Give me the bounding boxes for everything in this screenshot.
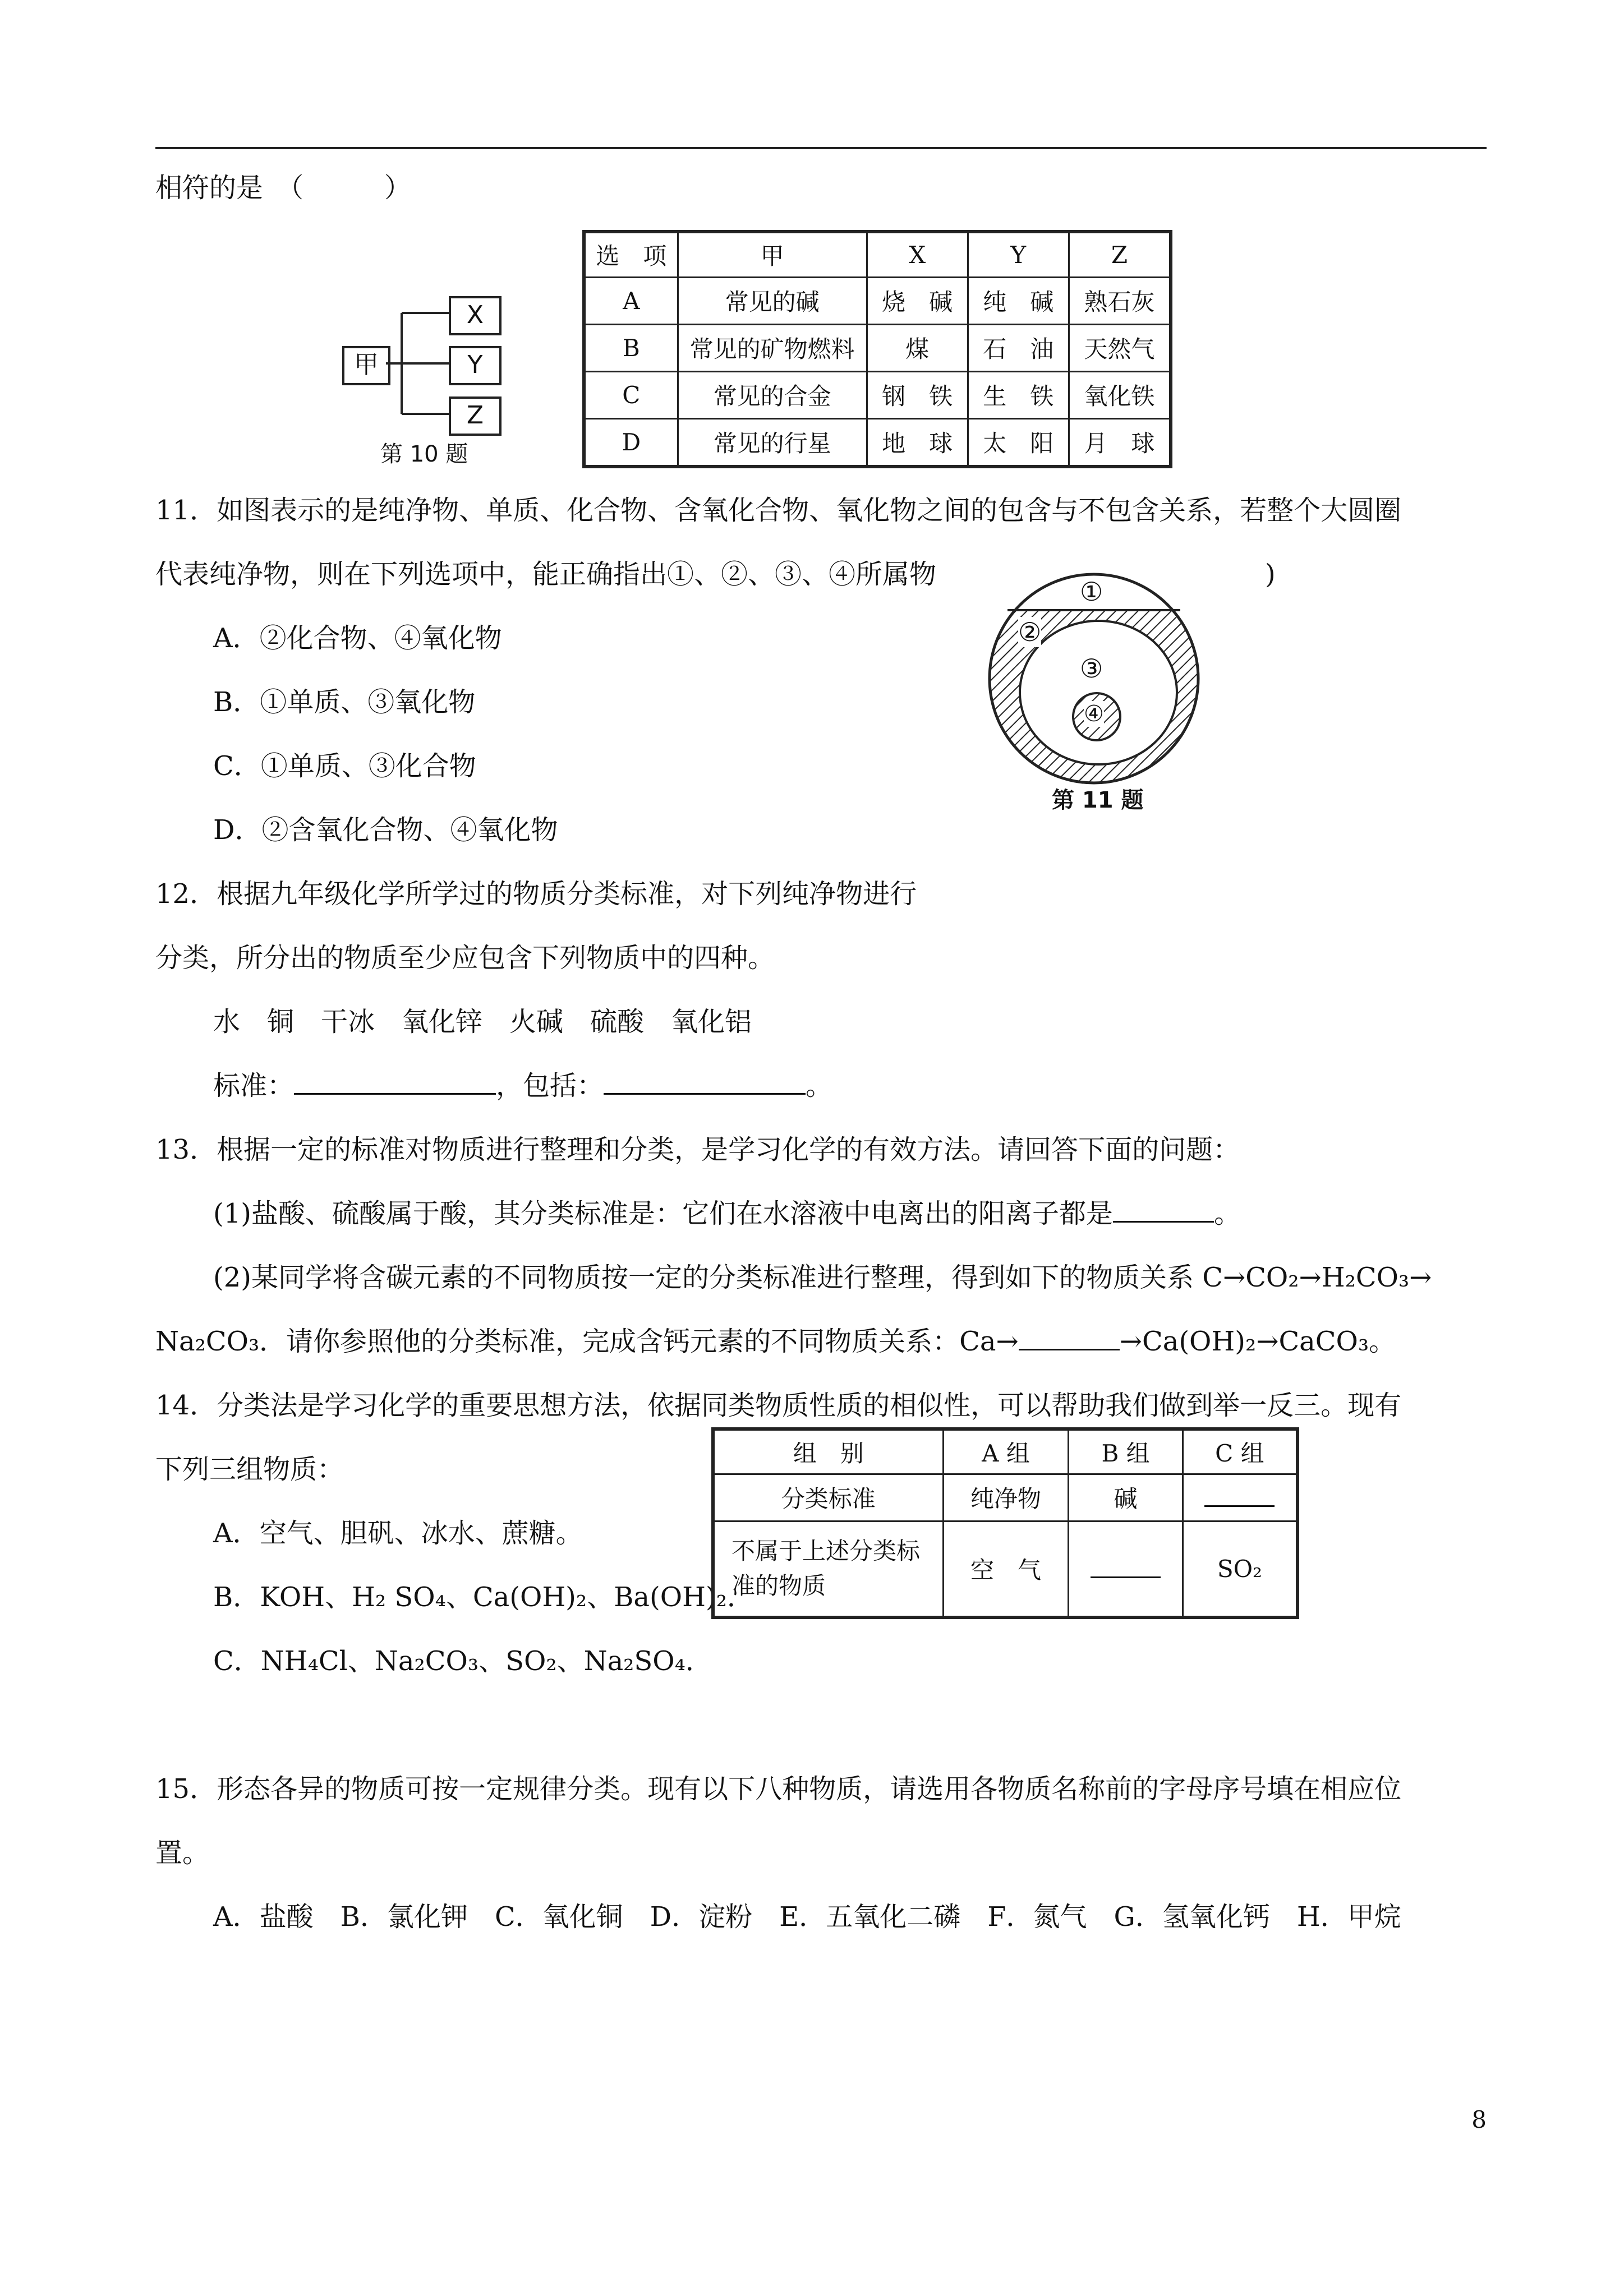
q14-option-c: C．NH₄Cl、Na₂CO₃、SO₂、Na₂SO₄． bbox=[213, 1645, 712, 1677]
q14-c-standard-cell bbox=[1183, 1474, 1298, 1521]
q14-th-c: C 组 bbox=[1183, 1429, 1298, 1474]
q12-line2: 分类，所分出的物质至少应包含下列物质中的四种。 bbox=[155, 942, 775, 974]
q11-option-a: A．②化合物、④氧化物 bbox=[213, 623, 502, 654]
q10-th-y: Y bbox=[968, 232, 1069, 277]
tree-node-x: X bbox=[449, 296, 502, 335]
q14-table bbox=[711, 1427, 1299, 1619]
q13-part1-end: 。 bbox=[1214, 1198, 1241, 1229]
header-rule bbox=[155, 147, 1487, 149]
q12-include-label: ，包括： bbox=[496, 1070, 604, 1101]
table-cell: 生 铁 bbox=[968, 371, 1069, 418]
q12-items: 水 铜 干冰 氧化锌 火碱 硫酸 氧化铝 bbox=[213, 1006, 752, 1038]
table-cell: A bbox=[584, 277, 678, 324]
q14-th-group: 组 别 bbox=[713, 1429, 943, 1474]
table-cell: 纯净物 bbox=[943, 1474, 1069, 1521]
table-cell: D bbox=[584, 418, 678, 467]
q14-option-a: A．空气、胆矾、冰水、蔗糖。 bbox=[213, 1518, 583, 1549]
table-cell: 太 阳 bbox=[968, 418, 1069, 467]
q14-line1: 14．分类法是学习化学的重要思想方法，依据同类物质性质的相似性，可以帮助我们做到举一反三。现有 bbox=[155, 1390, 1402, 1421]
tree-root-jia: 甲 bbox=[342, 346, 390, 385]
q15-line1: 15．形态各异的物质可按一定规律分类。现有以下八种物质，请选用各物质名称前的字母序号填在相应位 bbox=[155, 1773, 1402, 1805]
q12-line1: 12．根据九年级化学所学过的物质分类标准，对下列纯净物进行 bbox=[155, 878, 917, 910]
page-number: 8 bbox=[1471, 2106, 1487, 2133]
table-cell: 碱 bbox=[1069, 1474, 1183, 1521]
q11-line2-end: ) bbox=[1265, 559, 1276, 590]
q10-th-option: 选 项 bbox=[584, 232, 678, 277]
table-cell: 石 油 bbox=[968, 324, 1069, 371]
q11-line2: 代表纯净物，则在下列选项中，能正确指出①、②、③、④所属物 bbox=[155, 559, 937, 590]
table-cell: 常见的行星 bbox=[678, 418, 867, 467]
q14-b-excluded-blank[interactable] bbox=[1091, 1554, 1161, 1578]
table-cell: 天然气 bbox=[1069, 324, 1171, 371]
table-cell: SO₂ bbox=[1183, 1521, 1298, 1617]
q12-answer-line bbox=[213, 1069, 832, 1103]
table-cell: 纯 碱 bbox=[968, 277, 1069, 324]
table-cell: 空 气 bbox=[943, 1521, 1069, 1617]
q10-row-d bbox=[584, 418, 1171, 467]
q14-excluded-label-l1: 不属于上述分类标 bbox=[732, 1537, 921, 1565]
tree-node-z: Z bbox=[449, 397, 502, 436]
q13-part1 bbox=[213, 1197, 1241, 1230]
q10-table bbox=[582, 230, 1172, 468]
q10-th-z: Z bbox=[1069, 232, 1171, 277]
table-cell: 分类标准 bbox=[713, 1474, 943, 1521]
q11-caption: 第 11 题 bbox=[1052, 787, 1144, 813]
q12-end: 。 bbox=[806, 1070, 833, 1101]
q13-part1-text: (1)盐酸、硫酸属于酸，其分类标准是：它们在水溶液中电离出的阳离子都是 bbox=[213, 1198, 1113, 1229]
q13-part2: (2)某同学将含碳元素的不同物质按一定的分类标准进行整理，得到如下的物质关系 C→CO₂→H₂CO₃→ bbox=[213, 1262, 1432, 1293]
q14-option-b: B．KOH、H₂ SO₄、Ca(OH)₂、Ba(OH)₂． bbox=[213, 1582, 754, 1613]
table-cell: 煤 bbox=[867, 324, 968, 371]
table-cell: 氧化铁 bbox=[1069, 371, 1171, 418]
circle-label-1: ① bbox=[1080, 577, 1103, 607]
q12-include-blank[interactable] bbox=[604, 1071, 806, 1095]
q15-items: A．盐酸 B．氯化钾 C．氧化铜 D．淀粉 E．五氧化二磷 F．氮气 G．氢氧化钙 H．甲烷 bbox=[213, 1901, 1401, 1933]
circle-label-4: ④ bbox=[1084, 701, 1104, 727]
table-cell: 地 球 bbox=[867, 418, 968, 467]
q10-caption: 第 10 题 bbox=[380, 441, 468, 467]
tree-connectors bbox=[386, 311, 449, 415]
q11-option-b: B．①单质、③氧化物 bbox=[213, 686, 476, 718]
q14-b-excluded-cell bbox=[1069, 1521, 1183, 1617]
q13-part3 bbox=[155, 1325, 1396, 1358]
tree-node-y: Y bbox=[449, 346, 502, 385]
q12-standard-label: 标准： bbox=[213, 1070, 295, 1101]
q14-row-excluded bbox=[713, 1521, 1298, 1617]
circle-label-3: ③ bbox=[1080, 653, 1103, 684]
q13-part3-end: →Ca(OH)₂→CaCO₃。 bbox=[1119, 1326, 1396, 1357]
q14-row-standard bbox=[713, 1474, 1298, 1521]
table-cell: 熟石灰 bbox=[1069, 277, 1171, 324]
q10-tail: 相符的是 （ ） bbox=[155, 172, 412, 204]
q10-row-a bbox=[584, 277, 1171, 324]
q10-row-c bbox=[584, 371, 1171, 418]
q14-th-a: A 组 bbox=[943, 1429, 1069, 1474]
table-cell: 常见的矿物燃料 bbox=[678, 324, 867, 371]
q13-part3-blank[interactable] bbox=[1019, 1326, 1120, 1350]
table-cell: C bbox=[584, 371, 678, 418]
q13-part3-text: Na₂CO₃．请你参照他的分类标准，完成含钙元素的不同物质关系：Ca→ bbox=[155, 1326, 1019, 1357]
table-cell: B bbox=[584, 324, 678, 371]
q14-th-b: B 组 bbox=[1069, 1429, 1183, 1474]
q14-c-standard-blank[interactable] bbox=[1204, 1483, 1275, 1507]
circle-label-2: ② bbox=[1018, 617, 1042, 647]
q14-line2: 下列三组物质： bbox=[155, 1454, 344, 1485]
q11-option-d: D．②含氧化合物、④氧化物 bbox=[213, 814, 558, 846]
q11-option-c: C．①单质、③化合物 bbox=[213, 750, 476, 782]
q15-line2: 置。 bbox=[155, 1837, 210, 1869]
q14-excluded-label-l2: 准的物质 bbox=[732, 1572, 826, 1600]
table-cell: 月 球 bbox=[1069, 418, 1171, 467]
table-cell: 钢 铁 bbox=[867, 371, 968, 418]
q10-th-x: X bbox=[867, 232, 968, 277]
table-cell: 常见的碱 bbox=[678, 277, 867, 324]
q11-line1: 11．如图表示的是纯净物、单质、化合物、含氧化合物、氧化物之间的包含与不包含关系，若整个大圆圈 bbox=[155, 495, 1402, 526]
q14-excluded-label bbox=[713, 1521, 943, 1617]
q13-line1: 13．根据一定的标准对物质进行整理和分类，是学习化学的有效方法。请回答下面的问题： bbox=[155, 1134, 1240, 1165]
q10-row-b bbox=[584, 324, 1171, 371]
q13-part1-blank[interactable] bbox=[1113, 1198, 1214, 1223]
q12-standard-blank[interactable] bbox=[294, 1071, 496, 1095]
q10-th-jia: 甲 bbox=[678, 232, 867, 277]
table-cell: 烧 碱 bbox=[867, 277, 968, 324]
table-cell: 常见的合金 bbox=[678, 371, 867, 418]
